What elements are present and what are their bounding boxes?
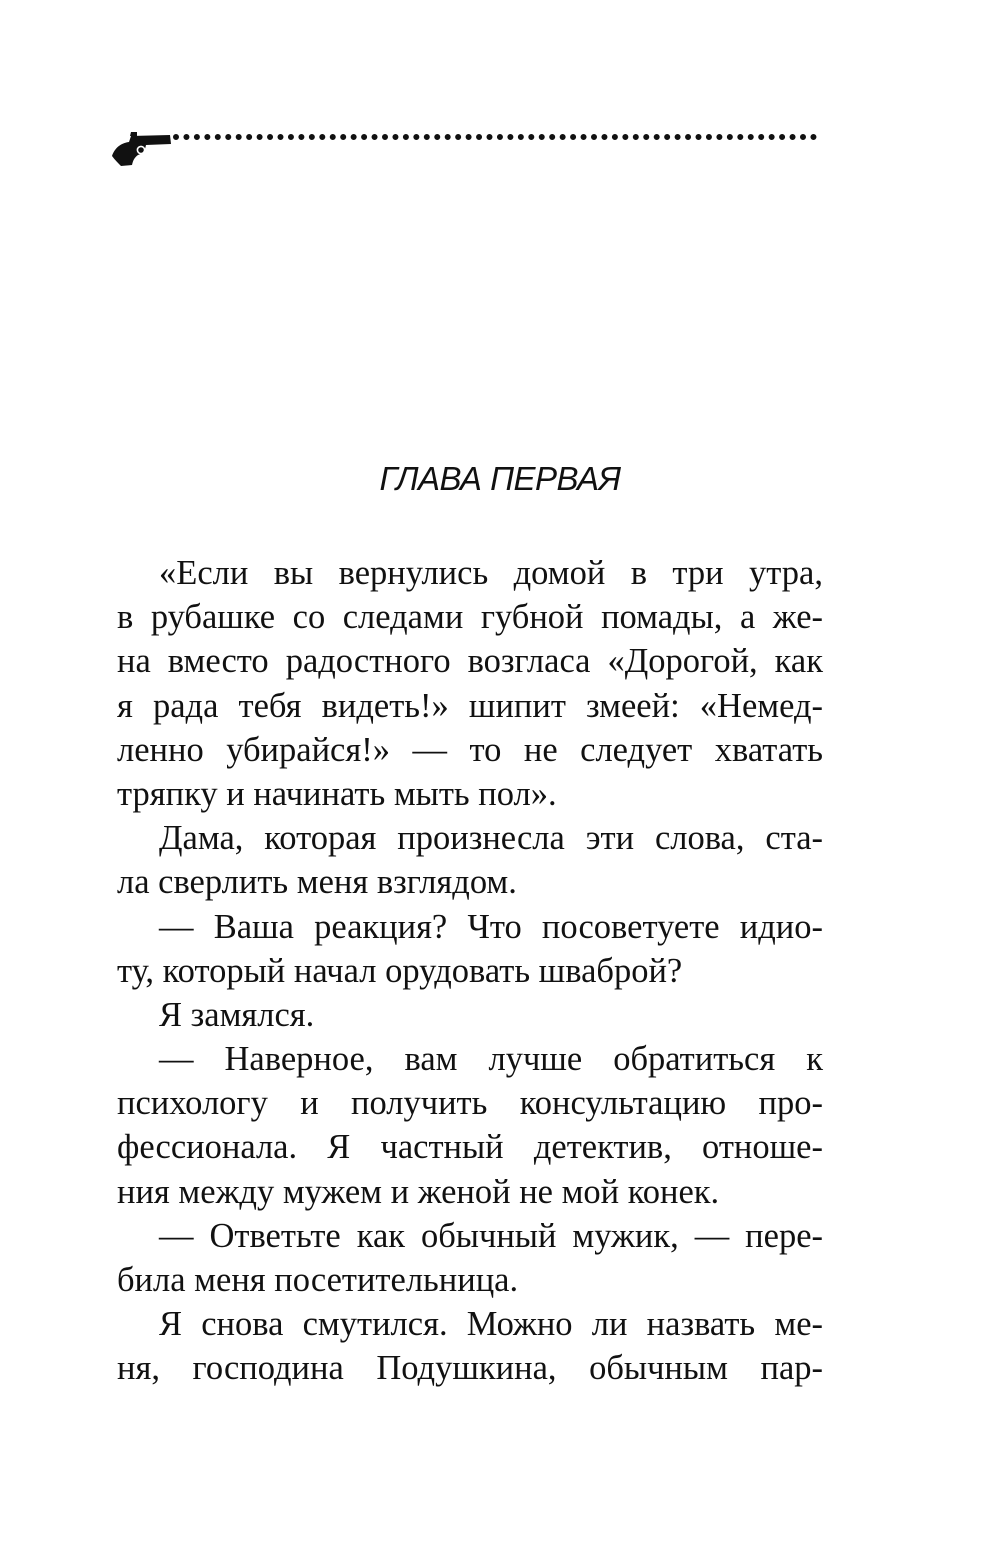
text-line: — Наверное, вам лучше обратиться к	[159, 1040, 823, 1079]
text-line: ла сверлить меня взглядом.	[117, 863, 517, 902]
text-line: — Ваша реакция? Что посоветуете идио-	[159, 907, 823, 946]
body-text	[117, 551, 823, 1391]
text-line: фессионала. Я частный детектив, отноше-	[117, 1128, 823, 1167]
text-line: тряпку и начинать мыть пол».	[117, 774, 557, 813]
text-line: Дама, которая произнесла эти слова, ста-	[159, 819, 823, 858]
text-line: ленно убирайся!» — то не следует хватать	[117, 730, 823, 769]
text-line: ту, который начал орудовать шваброй?	[117, 951, 683, 990]
header-ornament	[112, 122, 824, 170]
text-line: на вместо радостного возгласа «Дорогой, как	[117, 642, 823, 681]
text-line: в рубашке со следами губной помады, а же-	[117, 598, 823, 637]
text-line: психологу и получить консультацию про-	[117, 1084, 823, 1123]
text-line: ня, господина Подушкина, обычным пар-	[117, 1349, 823, 1388]
revolver-icon	[112, 124, 176, 168]
text-line: била меня посетительница.	[117, 1261, 519, 1299]
text-line: ния между мужем и женой не мой конек.	[117, 1172, 720, 1211]
chapter-title: ГЛАВА ПЕРВАЯ	[379, 460, 621, 497]
text-line: Я замялся.	[159, 995, 315, 1034]
dotted-rule	[172, 132, 822, 142]
text-line: Я снова смутился. Можно ли назвать ме-	[159, 1305, 823, 1344]
text-line: — Ответьте как обычный мужик, — пере-	[159, 1216, 823, 1255]
text-line: я рада тебя видеть!» шипит змеей: «Немед-	[117, 686, 823, 725]
text-line: «Если вы вернулись домой в три утра,	[159, 554, 823, 592]
